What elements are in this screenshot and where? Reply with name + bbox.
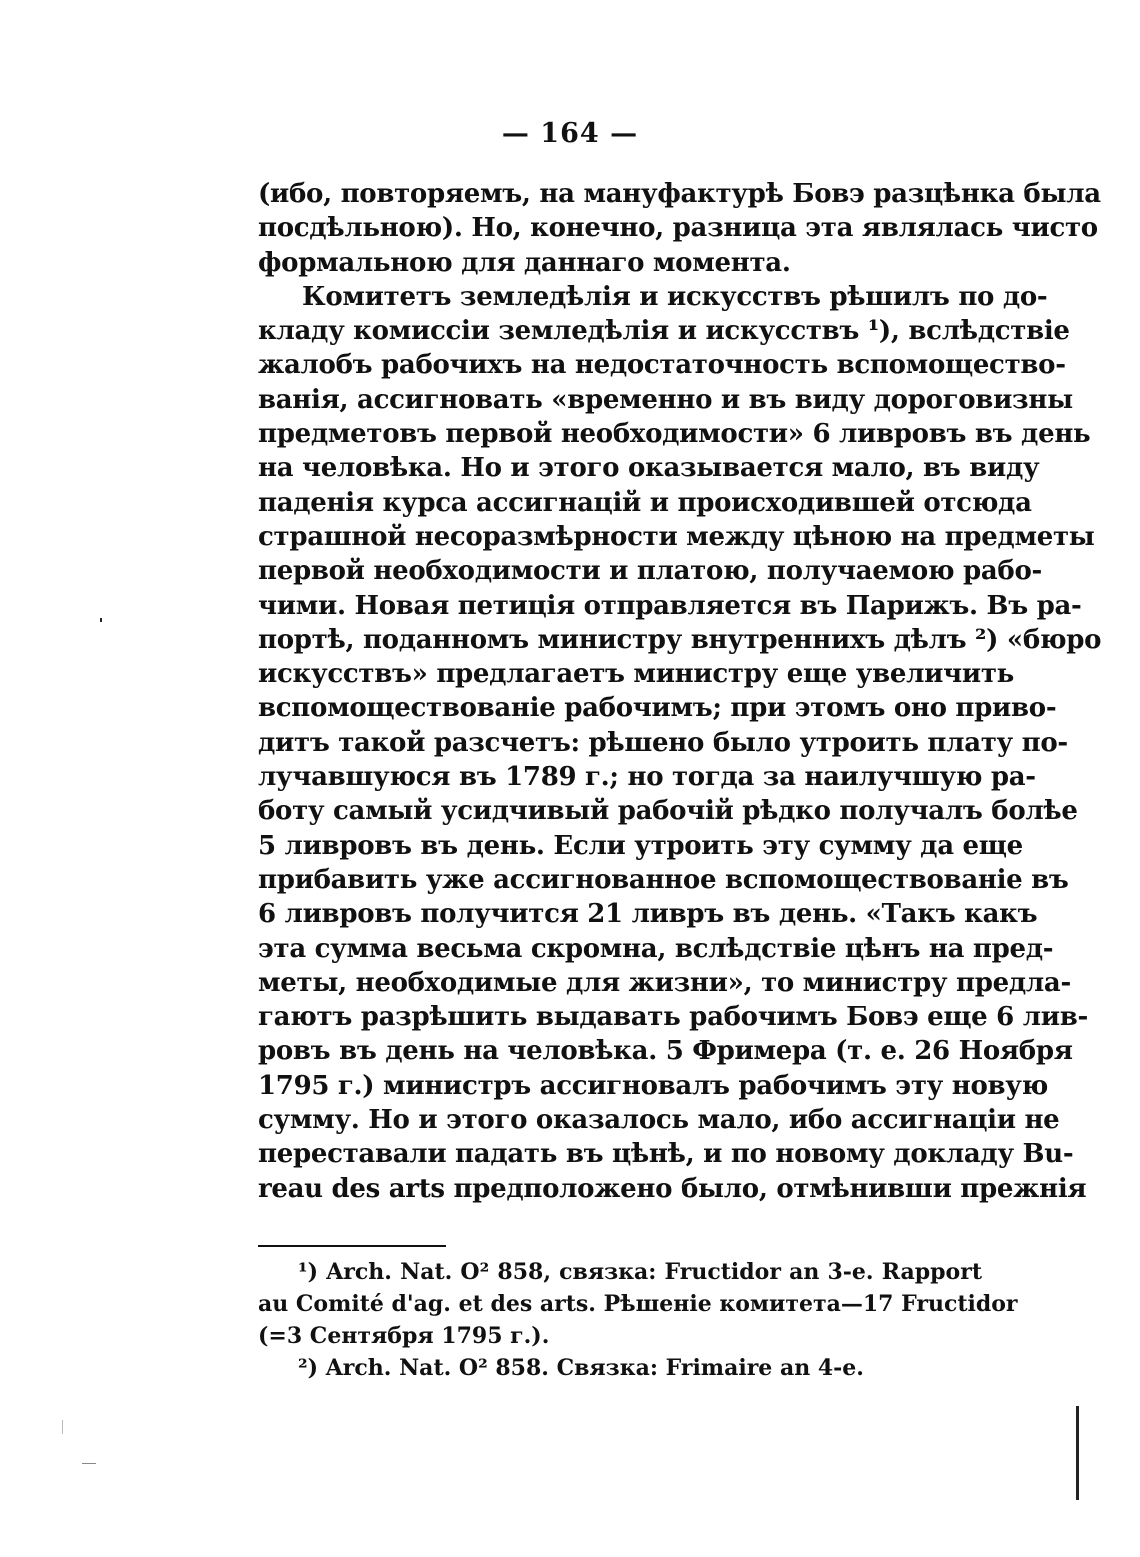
text-line: гаютъ разрѣшить выдавать рабочимъ Бовэ еще 6 лив- [258, 1002, 1088, 1033]
text-line: боту самый усидчивый рабочій рѣдко получалъ болѣе [258, 796, 1078, 827]
text-line: жалобъ рабочихъ на недостаточность вспомоществo- [258, 350, 1066, 381]
text-line: лучавшуюся въ 1789 г.; но тогда за наилучшую ра- [258, 762, 1036, 793]
footnote-line: ¹) Arch. Nat. O² 858, связка: Fructidor an 3-e. Rapport [298, 1259, 982, 1285]
page-edge-shadow [1076, 1406, 1079, 1500]
page-number: — 164 — [501, 118, 639, 149]
footnotes [258, 1256, 1018, 1384]
text-line: (ибо, повторяемъ, на мануфактурѣ Бовэ разцѣнка была [258, 179, 1101, 209]
body-text [258, 177, 1102, 1206]
text-line: Комитетъ земледѣлія и искусствъ рѣшилъ по до- [302, 281, 1048, 312]
text-line: предметовъ первой необходимости» 6 ливровъ въ день [258, 419, 1091, 450]
text-line: посдѣльною). Но, конечно, разница эта являлась чисто [258, 213, 1098, 244]
text-line: страшной несоразмѣрности между цѣною на предметы [258, 521, 1095, 552]
text-line: формальною для даннаго момента. [258, 247, 791, 278]
text-line: портѣ, поданномъ министру внутреннихъ дѣлъ ²) «бюро [258, 624, 1102, 655]
text-line: чими. Новая петиція отправляется въ Парижъ. Въ ра- [258, 590, 1082, 621]
text-line: паденія курса ассигнацій и происходившей отсюда [258, 487, 1032, 518]
text-line: ванія, ассигновать «временно и въ виду дороговизны [258, 384, 1073, 415]
text-line: 1795 г.) министръ ассигновалъ рабочимъ эту новую [258, 1070, 1048, 1101]
text-line: на человѣка. Но и этого оказывается мало, въ виду [258, 453, 1040, 484]
text-line: эта сумма весьма скромна, вслѣдствіе цѣнъ на пред- [258, 933, 1054, 964]
footnote-divider [258, 1245, 446, 1247]
scan-artifact-mark [100, 618, 102, 622]
scan-artifact-mark [82, 1463, 96, 1464]
text-line: ровъ въ день на человѣка. 5 Фримера (т. е. 26 Ноября [258, 1036, 1073, 1067]
footnote-line: au Comité d'ag. et des arts. Рѣшеніе комитета—17 Fructidor [258, 1291, 1018, 1317]
text-line: прибавить уже ассигнованное вспомоществованіе въ [258, 864, 1069, 895]
footnote-line: ²) Arch. Nat. O² 858. Связка: Frimaire an 4-e. [298, 1355, 864, 1381]
text-line: меты, необходимые для жизни», то министру предла- [258, 967, 1071, 998]
text-line: первой необходимости и платою, получаемою рабо- [258, 556, 1042, 587]
text-line: дитъ такой разсчетъ: рѣшено было утроить плату по- [258, 727, 1068, 758]
footnote-line: (=3 Сентября 1795 г.). [258, 1323, 550, 1349]
text-line: 6 ливровъ получится 21 ливръ въ день. «Такъ какъ [258, 899, 1038, 930]
text-line: reau des arts предположено было, отмѣнивши прежнія [258, 1173, 1087, 1204]
text-line: вспомоществованіе рабочимъ; при этомъ оно приво- [258, 693, 1057, 724]
text-line: кладу комиссіи земледѣлія и искусствъ ¹), вслѣдствіе [258, 316, 1070, 347]
text-line: переставали падать въ цѣнѣ, и по новому докладу Bu- [258, 1139, 1074, 1170]
text-line: искусствъ» предлагаетъ министру еще увеличить [258, 659, 1015, 690]
scan-artifact-mark [62, 1420, 63, 1434]
text-line: 5 ливровъ въ день. Если утроить эту сумму да еще [258, 830, 1023, 861]
text-line: сумму. Но и этого оказалось мало, ибо ассигнаціи не [258, 1105, 1060, 1136]
